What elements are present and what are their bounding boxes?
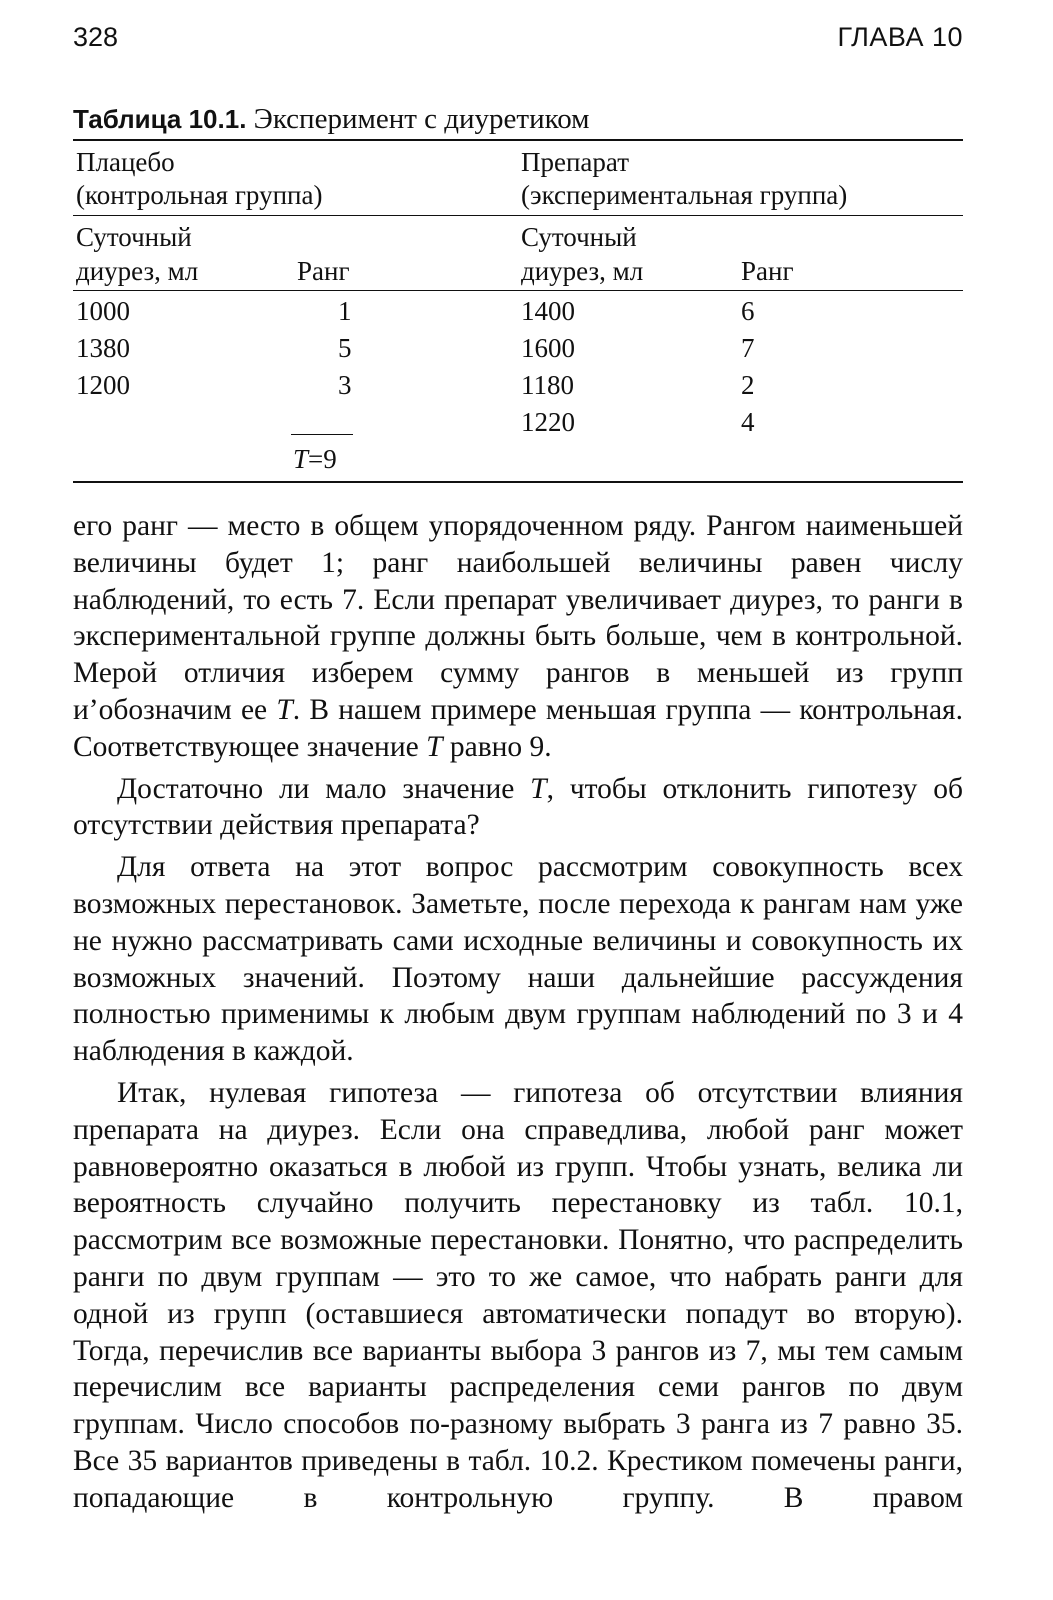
group-placebo-subtitle: (контрольная группа) xyxy=(76,180,323,210)
running-head xyxy=(73,22,963,62)
drug-rank-cell: 4 xyxy=(741,407,755,437)
drug-value-cell: 1220 xyxy=(521,407,575,437)
text-run: . В нашем примере меньшая группа — контрольная. Соответствующее значение xyxy=(73,693,963,763)
rank-sum-bar xyxy=(291,434,353,435)
group-drug-title: Препарат xyxy=(521,147,629,177)
diuretic-table xyxy=(73,139,963,483)
drug-value-cell: 1400 xyxy=(521,296,575,326)
paragraph: Итак, нулевая гипотеза — гипотеза об отсутствии влияния препарата на диурез. Если она справедлива, любой ранг может равновероятно оказаться в любой из групп. Чтобы узнать, велика ли вероятность случайно получить перестановку из табл. 10.1, рассмотрим все возможные перестановки. Понятно, что распределить ранги по двум группам — это то же самое, что набрать ранги для одной из групп (оставшиеся автоматически попадут во вторую). Тогда, перечислив все варианты выбора 3 рангов из 7, мы тем самым перечислим все варианты распределения семи рангов по двум группам. Число способов по-разному выбрать 3 ранга из 7 равно 35. Все 35 вариантов приведены в табл. 10.2. Крестиком помечены ранги, попадающие в контрольную группу. В правом xyxy=(73,1076,963,1514)
table-top-rule xyxy=(73,139,963,141)
table-caption xyxy=(73,102,963,136)
text-run: его ранг — место в общем упорядоченном ряду. Рангом наименьшей величины будет 1; ранг наибольшей величины равен числу наблюдений, то есть 7. Если препарат увеличивает диурез, то ранги в экспериментальной группе должны быть больше, чем в контрольной. Мерой отличия изберем сумму рангов в меньшей из групп и’обозначим ее xyxy=(73,510,963,726)
text-run: равно 9. xyxy=(442,730,552,763)
table-bottom-rule xyxy=(73,481,963,483)
rank-sum-symbol: T xyxy=(293,444,309,474)
drug-rank-header: Ранг xyxy=(741,256,794,286)
group-placebo-title: Плацебо xyxy=(76,147,175,177)
drug-value-header-line2: диурез, мл xyxy=(521,256,644,286)
table-title: Эксперимент с диуретиком xyxy=(253,103,590,135)
drug-rank-cell: 7 xyxy=(741,333,755,363)
drug-value-header-line1: Суточный xyxy=(521,222,637,252)
text-run: , чтобы отклонить гипотезу об отсутствии действия препарата? xyxy=(73,772,963,842)
placebo-value-header-line2: диурез, мл xyxy=(76,256,199,286)
placebo-rank-cell: 5 xyxy=(338,333,352,363)
chapter-title: ГЛАВА 10 xyxy=(837,22,963,52)
paragraph xyxy=(73,771,963,845)
placebo-rank-header: Ранг xyxy=(297,256,350,286)
table-label: Таблица 10.1. xyxy=(73,104,247,134)
group-drug-subtitle: (экспериментальная группа) xyxy=(521,180,848,210)
placebo-value-cell: 1000 xyxy=(76,296,130,326)
paragraph: Для ответа на этот вопрос рассмотрим совокупность всех возможных перестановок. Заметьте, после перехода к рангам нам уже не нужно рассматривать сами исходные величины и совокупность их возможных значений. Поэтому наши дальнейшие рассуждения полностью применимы к любым двум группам наблюдений по 3 и 4 наблюдения в каждой. xyxy=(73,851,963,1068)
column-header-rule xyxy=(73,290,963,291)
drug-value-cell: 1180 xyxy=(521,370,574,400)
paragraph xyxy=(73,508,963,766)
text-run: Достаточно ли мало значение xyxy=(117,772,531,805)
drug-value-cell: 1600 xyxy=(521,333,575,363)
math-symbol: T xyxy=(426,730,443,763)
page-number: 328 xyxy=(73,22,119,52)
drug-rank-cell: 2 xyxy=(741,370,755,400)
placebo-value-cell: 1380 xyxy=(76,333,130,363)
placebo-value-header-line1: Суточный xyxy=(76,222,192,252)
placebo-rank-cell: 1 xyxy=(338,296,352,326)
math-symbol: T xyxy=(276,693,293,726)
rank-sum-value: =9 xyxy=(308,444,337,474)
body-text xyxy=(73,508,963,1522)
rank-sum xyxy=(293,441,337,477)
placebo-value-cell: 1200 xyxy=(76,370,130,400)
placebo-rank-cell: 3 xyxy=(338,370,352,400)
group-header-rule xyxy=(73,215,963,216)
math-symbol: T xyxy=(530,772,547,805)
drug-rank-cell: 6 xyxy=(741,296,755,326)
